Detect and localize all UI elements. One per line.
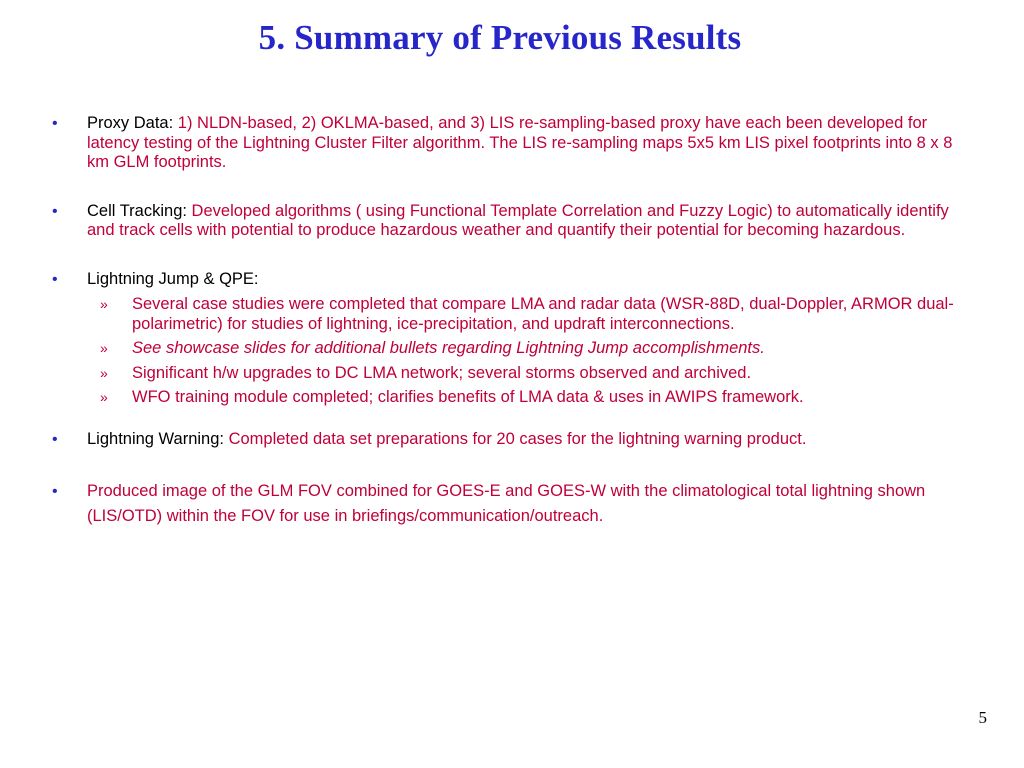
sub-bullet-marker-icon: » <box>100 364 108 381</box>
sub-bullet-marker-icon: » <box>100 340 108 356</box>
bullet-dot-icon: • <box>52 270 58 288</box>
sub-bullet-text: WFO training module completed; clarifies benefits of LMA data & uses in AWIPS framework. <box>132 388 804 406</box>
bullet-dot-icon: • <box>52 483 58 500</box>
sub-bullet-wfo-training <box>87 388 972 408</box>
sub-bullet-text: Significant h/w upgrades to DC LMA network; several storms observed and archived. <box>132 363 752 382</box>
bullet-label: Lightning Warning: <box>87 429 224 448</box>
sub-bullet-text: See showcase slides for additional bullets regarding Lightning Jump accomplishments. <box>132 339 765 357</box>
bullet-text: 1) NLDN-based, 2) OKLMA-based, and 3) LIS re-sampling-based proxy have each been developed for latency testing of the Lightning Cluster Filter algorithm. The LIS re-sampling maps 5x5 km LIS pixel footprints into 8 x 8 km GLM footprints. <box>87 114 953 171</box>
sub-bullet-case-studies <box>87 295 972 334</box>
slide-title: 5. Summary of Previous Results <box>258 18 742 57</box>
bullet-dot-icon: • <box>52 202 58 220</box>
bullet-lightning-jump <box>52 270 972 408</box>
bullet-text: Produced image of the GLM FOV combined for GOES-E and GOES-W with the climatological total lightning shown (LIS/OTD) within the FOV for use in briefings/communication/outreach. <box>87 482 926 525</box>
bullet-proxy-data <box>52 114 972 173</box>
bullet-text: Developed algorithms ( using Functional Template Correlation and Fuzzy Logic) to automatically identify and track cells with potential to produce hazardous weather and quantify their potential for becoming hazardous. <box>87 201 949 239</box>
sub-bullet-showcase <box>87 339 972 359</box>
bullet-dot-icon: • <box>52 430 58 448</box>
bullet-dot-icon: • <box>52 115 58 132</box>
bullet-label: Cell Tracking: <box>87 201 187 220</box>
sub-bullet-text: Several case studies were completed that compare LMA and radar data (WSR-88D, dual-Doppler, ARMOR dual-polarimetric) for studies of lightning, ice-precipitation, and updraft interconnections. <box>132 295 954 333</box>
sub-bullet-list <box>87 295 972 408</box>
sub-bullet-hw-upgrades <box>87 364 972 384</box>
bullet-label: Proxy Data: <box>87 114 174 132</box>
bullet-glm-fov <box>52 479 972 529</box>
bullet-cell-tracking <box>52 202 972 241</box>
bullet-text: Completed data set preparations for 20 cases for the lightning warning product. <box>228 429 807 448</box>
bullet-label: Lightning Jump & QPE: <box>87 269 259 288</box>
bullet-lightning-warning <box>52 430 972 450</box>
sub-bullet-marker-icon: » <box>100 389 108 405</box>
bullet-list <box>52 114 972 529</box>
page-number: 5 <box>978 708 987 727</box>
sub-bullet-marker-icon: » <box>100 296 108 312</box>
